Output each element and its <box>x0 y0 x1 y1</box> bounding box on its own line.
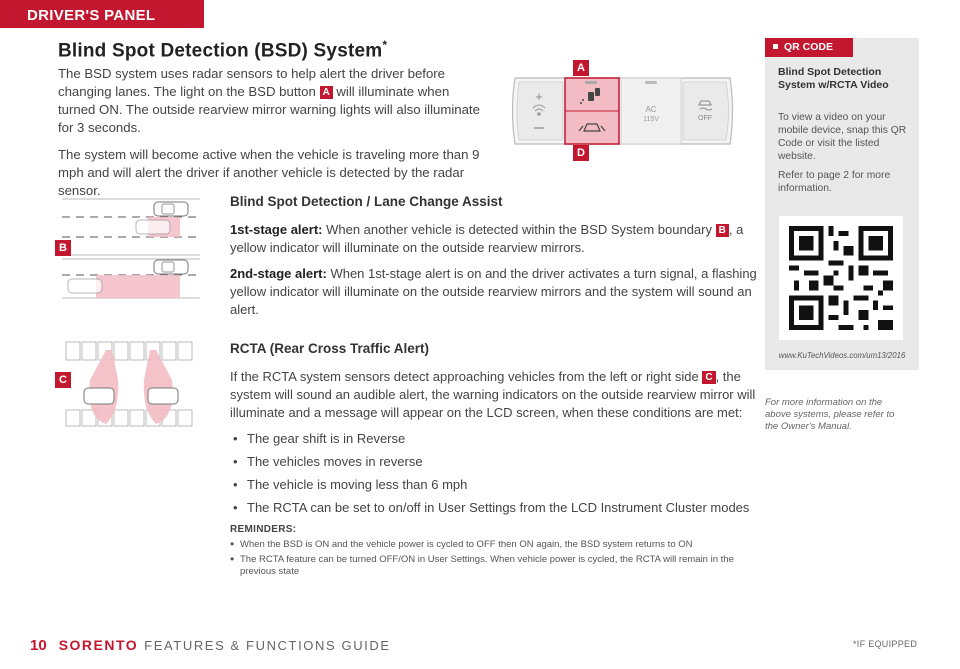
second-stage-label: 2nd-stage alert: <box>230 266 327 281</box>
car-icon <box>148 388 178 404</box>
list-item: • The RCTA feature can be turned OFF/ON in User Settings. When vehicle power is cycled, the RCTA will remain in the previous state <box>230 554 750 578</box>
qr-desc-2: Refer to page 2 for more information. <box>778 170 891 194</box>
tag-b: B <box>716 224 729 237</box>
car-icon <box>154 260 188 274</box>
bsd-section <box>230 193 760 327</box>
rcta-section <box>230 340 760 522</box>
intro-p1-before: The BSD system uses radar sensors to help alert the driver before changing lanes. The light on the BSD button <box>58 66 446 99</box>
rcta-illustration <box>62 340 200 428</box>
switch-panel-svg <box>505 68 740 154</box>
car-icon <box>154 202 188 216</box>
rcta-zone-right <box>144 350 173 424</box>
car-icon <box>68 279 102 293</box>
second-stage-alert <box>230 265 760 319</box>
intro-text <box>58 65 488 209</box>
footer-guide: FEATURES & FUNCTIONS GUIDE <box>144 638 391 653</box>
off-label: OFF <box>698 115 712 122</box>
footer-brand: SORENTO <box>58 637 139 653</box>
page-title-text: Blind Spot Detection (BSD) System <box>58 40 383 62</box>
car-icon <box>136 220 170 234</box>
section-tab: DRIVER'S PANEL <box>0 0 204 28</box>
bsd-switch-panel-illustration <box>505 62 740 159</box>
qr-desc-1: To view a video on your mobile device, snap this QR Code or visit the listed website. <box>778 112 907 162</box>
qr-description <box>778 111 910 201</box>
qr-code-image[interactable] <box>779 216 903 340</box>
reminders <box>230 524 750 581</box>
intro-p1-after: will illuminate when turned ON. The outside rearview mirror warning lights will also illuminate for 3 seconds. <box>58 84 480 135</box>
rcta-heading: RCTA (Rear Cross Traffic Alert) <box>230 341 430 356</box>
footnote: *IF EQUIPPED <box>853 639 918 649</box>
qr-code-icon <box>779 216 903 340</box>
first-stage-alert <box>230 221 760 257</box>
ac-label: AC <box>645 105 657 114</box>
bsd-illustration <box>62 195 200 303</box>
marker-c: C <box>55 372 71 388</box>
first-stage-after: , a yellow indicator will illuminate on the outside rearview mirrors. <box>230 222 744 255</box>
intro-paragraph-2: The system will become active when the vehicle is traveling more than 9 mph and will alert the driver if another vehicle is detected by the radar sensor. <box>58 147 480 198</box>
equipped-mark: * <box>382 38 388 52</box>
reminders-list <box>230 539 750 578</box>
rcta-p-before: If the RCTA system sensors detect approaching vehicles from the left or right side <box>230 369 699 384</box>
rcta-paragraph <box>230 368 760 422</box>
square-icon <box>773 44 778 49</box>
list-item: • The vehicles moves in reverse <box>230 453 760 471</box>
list-item: • The vehicle is moving less than 6 mph <box>230 476 760 494</box>
rcta-parking-svg <box>62 340 200 428</box>
voltage-label: 115V <box>643 116 659 123</box>
rcta-p-after: , the system will sound an audible alert, the warning indicators on the outside rearview mirror will illuminate and a message will appear on the LCD screen, when these conditions are met: <box>230 369 756 420</box>
qr-tab <box>765 38 853 57</box>
page-title <box>58 38 387 62</box>
marker-d: D <box>573 145 589 161</box>
qr-title: Blind Spot Detection System w/RCTA Video <box>778 66 889 91</box>
list-item: • The RCTA can be set to on/off in User Settings from the LCD Instrument Cluster modes <box>230 499 760 517</box>
fan-plus-symbol: + <box>535 89 543 104</box>
first-stage-label: 1st-stage alert: <box>230 222 323 237</box>
first-stage-before: When another vehicle is detected within the BSD System boundary <box>326 222 712 237</box>
footer <box>30 637 391 654</box>
tag-a: A <box>320 86 333 99</box>
page-number: 10 <box>30 637 47 654</box>
list-item: • When the BSD is ON and the vehicle power is cycled to OFF then ON again, the BSD system returns to ON <box>230 539 750 551</box>
car-icon <box>84 388 114 404</box>
list-item: • The gear shift is in Reverse <box>230 430 760 448</box>
bsd-zone-2 <box>96 275 180 298</box>
bsd-heading: Blind Spot Detection / Lane Change Assist <box>230 194 503 209</box>
qr-url[interactable]: www.KuTechVideos.com/um13/2016 <box>778 351 906 360</box>
qr-code-panel <box>765 38 919 370</box>
rcta-conditions-list <box>230 430 760 517</box>
intro-paragraph-1 <box>58 65 488 137</box>
side-note: For more information on the above systems, please refer to the Owner's Manual. <box>765 397 895 432</box>
tag-c: C <box>702 371 715 384</box>
marker-a: A <box>573 60 589 76</box>
marker-b: B <box>55 240 71 256</box>
bsd-lanes-svg <box>62 195 200 303</box>
second-stage-text: When 1st-stage alert is on and the driver activates a turn signal, a flashing yellow indicator will illuminate on the outside rearview mirrors and the system will sound an alert. <box>230 266 757 317</box>
qr-tab-label: QR CODE <box>784 41 834 53</box>
reminders-heading: REMINDERS: <box>230 524 297 535</box>
